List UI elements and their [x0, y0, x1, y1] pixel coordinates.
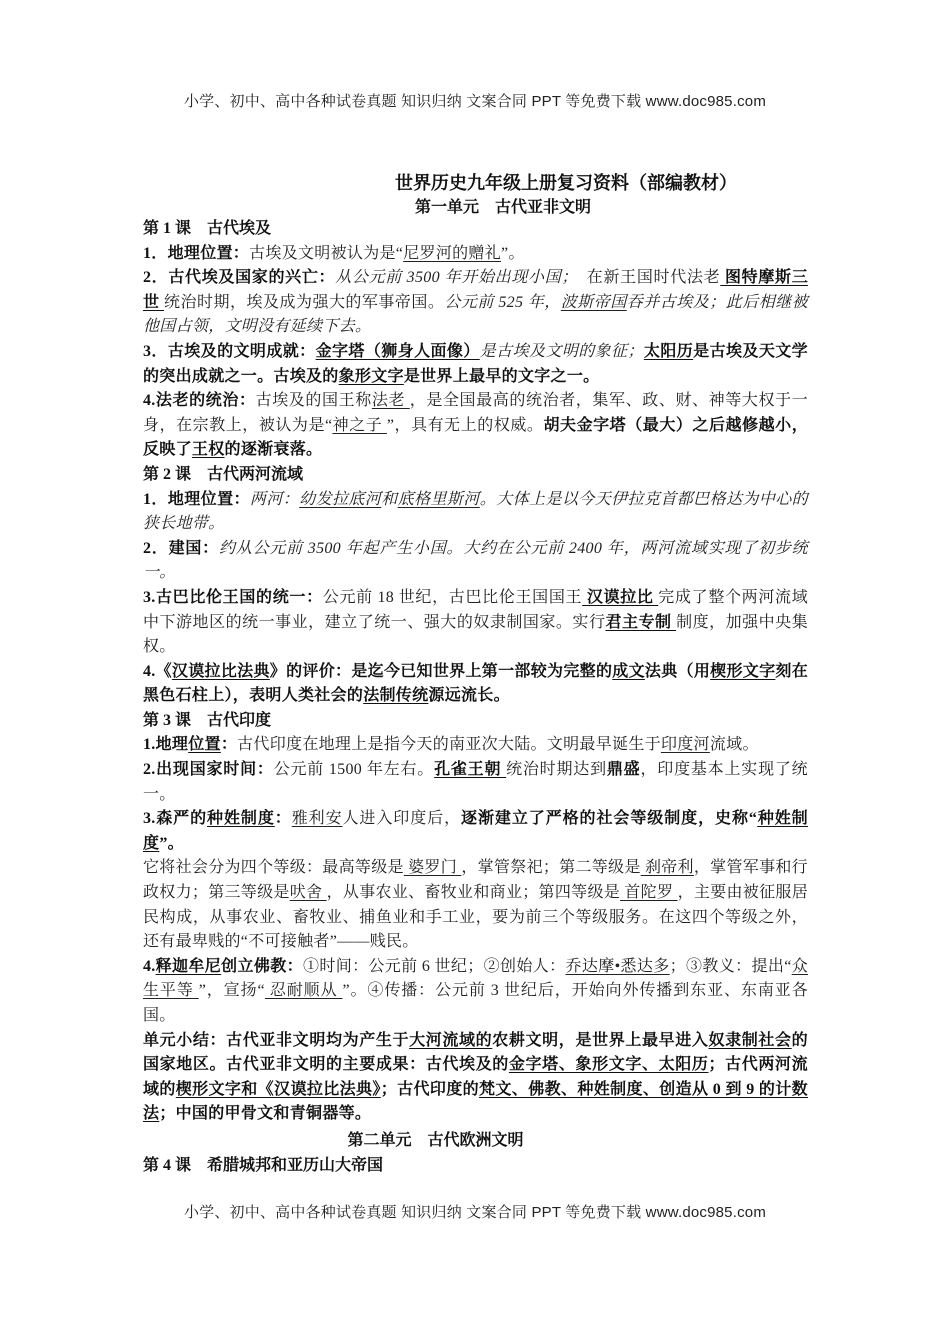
text-segment: 法典（用	[644, 662, 711, 680]
text-segment: 1.地理	[143, 736, 189, 754]
text-segment: 源远流长。	[428, 687, 510, 705]
text-segment: ，掌管军事和行政权力；第三等级是	[143, 859, 808, 902]
text-segment: 是古埃及文明的象征；	[479, 342, 644, 360]
key-term: 梵文、佛教、种姓制度、创造从 0 到 9 的计数法	[143, 1080, 808, 1123]
key-term: 太阳历	[643, 342, 694, 360]
key-term: 汉谟拉比	[582, 588, 659, 606]
lesson-heading: 第 3 课 古代印度	[143, 711, 272, 729]
key-term: 楔形文字	[710, 662, 776, 680]
text-segment: 刻在黑色石柱上），表明人类社会的	[143, 662, 808, 705]
text-segment: 在新王国时代法老	[569, 269, 721, 287]
text-segment: 吞并古埃及；此后相继被他国占领，文明没有延续下去。	[143, 293, 808, 336]
key-term: 神之子	[332, 416, 387, 434]
text-segment: 2．建国：	[143, 539, 219, 557]
text-segment: ”。	[501, 244, 525, 262]
text-segment: 4.	[143, 957, 156, 975]
key-term: 法老	[371, 392, 410, 410]
key-term: 大河流域的	[409, 1031, 493, 1049]
text-segment: 的国家地区。古代亚非文明的主要成果：古代埃及的	[143, 1031, 808, 1074]
text-segment: 流域。	[709, 736, 759, 754]
text-segment: 公元前 1500 年左右。	[273, 761, 435, 779]
text-segment: 的逐渐衰落。	[224, 441, 323, 459]
key-term: 忍耐顺从	[264, 982, 343, 1000]
text-segment: 创立佛教：	[221, 957, 303, 975]
text-segment: 鼎盛	[606, 761, 641, 779]
document-title: 世界历史九年级上册复习资料（部编教材）	[395, 173, 737, 193]
text-segment: 两河：	[249, 490, 300, 508]
page-footer-banner: 小学、初中、高中各种试卷真题 知识归纳 文案合同 PPT 等免费下载 www.doc985.com	[183, 1204, 767, 1221]
text-segment: 完成了整个两河流域中下游地区的统一事业，建立了统一、强大的奴隶制国家。实行	[143, 588, 809, 631]
text-segment: 约从公元前 3500 年起产生小国。大约在公元前 2400 年，两河流域实现了初步统一。	[143, 539, 808, 582]
key-term: 婆罗门	[403, 859, 462, 877]
key-term: 汉谟拉比法典	[171, 662, 270, 680]
text-segment: ；中国的甲骨文和青铜器等。	[159, 1105, 372, 1123]
text-segment: ：	[220, 736, 238, 754]
lesson-heading: 第 2 课 古代两河流域	[143, 465, 304, 483]
text-segment: 统治时期达到	[506, 761, 607, 779]
text-segment: ；古代两河流域的	[143, 1056, 808, 1098]
document-body	[143, 217, 808, 1178]
text-segment: 农耕文明，是世界上最早进入	[492, 1031, 709, 1049]
key-term: 底格里斯河	[397, 490, 480, 508]
paragraph	[143, 807, 808, 856]
paragraph	[143, 389, 808, 463]
text-segment: ；古代印度的	[380, 1080, 480, 1098]
paragraph	[143, 242, 808, 267]
key-term: 尼罗河的赠礼	[403, 244, 502, 262]
text-segment: 公元前 525 年，	[444, 293, 561, 311]
text-segment: 它将社会分为四个等级：最高等级是	[143, 859, 404, 877]
paragraph	[143, 1029, 808, 1127]
paragraph	[143, 586, 808, 660]
key-term: 种姓制度	[143, 810, 808, 852]
lesson-heading: 第 4 课 希腊城邦和亚历山大帝国	[143, 1156, 384, 1174]
unit-heading: 第二单元 古代欧洲文明	[347, 1131, 524, 1149]
paragraph	[143, 488, 808, 537]
text-segment: ”，具有无上的权威。	[386, 416, 544, 434]
text-segment: 3.森严的	[143, 810, 208, 828]
text-segment: ，主要由被征服居民构成，从事农业、畜牧业、捕鱼业和手工业，要为前三个等级服务。在这四个等级之外，还有最卑贱的“不可接触者”——贱民。	[143, 884, 808, 951]
text-segment: 4.《	[143, 662, 172, 680]
key-term: 奴隶制社会	[708, 1031, 792, 1049]
paragraph	[143, 537, 808, 586]
key-term: 金字塔（狮身人面像）	[315, 342, 480, 360]
text-segment: 古埃及文明被认为是“	[249, 244, 404, 262]
text-segment: ①时间：公元前 6 世纪；②创始人：	[302, 957, 566, 975]
text-segment: ；③教义：提出“	[669, 957, 792, 975]
paragraph	[143, 340, 808, 389]
text-segment: 从公元前 3500 年开始出现小国；	[335, 269, 570, 287]
text-segment: 1．地理位置：	[143, 244, 250, 262]
key-term: 印度河	[660, 736, 710, 754]
paragraph	[143, 660, 808, 709]
text-segment: ”。	[159, 834, 184, 852]
text-segment: ，是全国最高的统治者，集军、政、财、神等大权于一身，在宗教上，被认为是“	[143, 392, 809, 434]
key-term: 君主专制	[605, 613, 677, 631]
key-term: 孔雀王朝	[434, 761, 507, 779]
text-segment: 是古埃及天文学的突出成就之一。古埃及的	[143, 342, 808, 385]
key-term: 吠舍	[289, 884, 327, 902]
key-term: 首陀罗	[620, 884, 678, 902]
key-term: 法制传统	[363, 687, 429, 705]
key-term: 刹帝利	[640, 859, 694, 877]
key-term: 波斯帝国	[560, 293, 627, 311]
text-segment: 4.法老的统治：	[143, 392, 256, 410]
text-segment: ，印度基本上实现了统一。	[143, 761, 808, 803]
text-segment: 逐渐建立了严格的社会等级制度，史称“	[461, 810, 758, 828]
lesson-heading: 第 1 课 古代埃及	[143, 220, 272, 237]
text-segment: 古埃及的国王称	[255, 392, 372, 410]
text-segment: 。大体上是以今天伊拉克首都巴格达为中心的狭长地带。	[143, 490, 808, 533]
text-segment: 2．古代埃及国家的兴亡：	[143, 269, 336, 287]
text-segment: ，从事农业、畜牧业和商业；第四等级是	[326, 884, 621, 902]
text-segment: 3.古巴比伦王国的统一：	[143, 588, 323, 606]
text-segment: 2.出现国家时间：	[143, 761, 274, 779]
text-segment: ”。④传播：公元前 3 世纪后，开始向外传播到东亚、东南亚各国。	[143, 982, 808, 1024]
key-term: 象形文字	[338, 367, 404, 385]
text-segment: ：	[274, 810, 292, 828]
page-header-banner: 小学、初中、高中各种试卷真题 知识归纳 文案合同 PPT 等免费下载 www.doc985.com	[183, 93, 767, 110]
text-segment: 1．地理位置：	[143, 490, 250, 508]
text-segment: 古代印度在地理上是指今天的南亚次大陆。文明最早诞生于	[237, 736, 661, 754]
text-segment: 和	[381, 490, 398, 508]
text-segment: 公元前 18 世纪，古巴比伦王国国王	[322, 588, 583, 606]
text-segment: ，掌管祭祀；第二等级是	[461, 859, 641, 877]
text-segment: ”，宣扬“	[198, 982, 265, 1000]
key-term: 金字塔、象形文字、太阳历	[508, 1056, 709, 1074]
key-term: 王权	[191, 441, 225, 459]
paragraph	[143, 733, 808, 758]
paragraph	[143, 758, 808, 807]
text-segment: 制度，加强中央集权。	[143, 613, 808, 656]
text-segment: 单元小结：古代亚非文明均为产生于	[143, 1031, 410, 1049]
text-segment: 人进入印度后，	[342, 810, 462, 828]
key-term: 乔达摩•悉达多	[565, 957, 670, 975]
key-term: 位置	[188, 736, 221, 754]
paragraph	[143, 955, 808, 1029]
key-term: 楔形文字和《汉谟拉比法典》	[175, 1080, 381, 1098]
key-term: 成文	[612, 662, 645, 680]
paragraph	[143, 266, 808, 340]
key-term: 众生平等	[143, 957, 808, 1000]
key-term: 幼发拉底河	[299, 490, 382, 508]
key-term: 图特摩斯三世	[143, 269, 808, 311]
key-term: 种姓制度	[207, 810, 275, 828]
key-term: 雅利安	[291, 810, 343, 828]
text-segment: 3．古埃及的文明成就：	[143, 342, 316, 360]
text-segment: 是世界上最早的文字之一。	[403, 367, 600, 385]
key-term: 释迦牟尼	[155, 957, 222, 975]
text-segment: 统治时期，埃及成为强大的军事帝国。	[164, 293, 445, 311]
paragraph	[143, 856, 808, 954]
text-segment: 胡夫金字塔（最大）之后越修越小，反映了	[143, 416, 809, 459]
text-segment: 》的评价：是迄今已知世界上第一部较为完整的	[269, 662, 613, 680]
unit-heading: 第一单元 古代亚非文明	[415, 199, 592, 216]
